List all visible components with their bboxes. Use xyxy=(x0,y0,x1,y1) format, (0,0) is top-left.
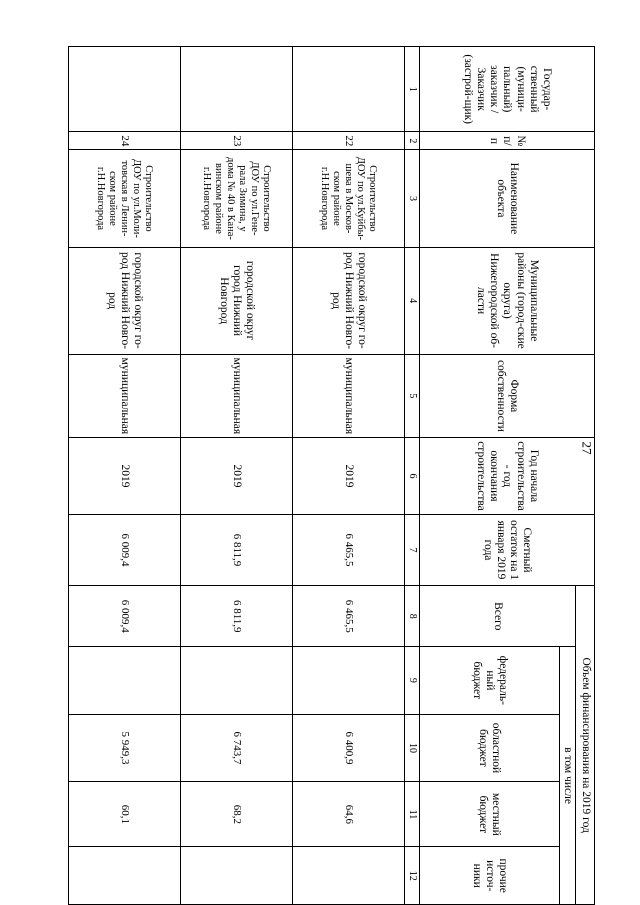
header-other: прочие источ-ники xyxy=(419,847,559,905)
cell-ownership: муниципальная xyxy=(180,354,292,438)
header-districts: Муниципальные районы (город-ские округа) Нижегородской об-ласти xyxy=(419,247,594,354)
column-number: 5 xyxy=(404,354,419,438)
table-row xyxy=(292,47,404,905)
header-local: местный бюджет xyxy=(419,782,559,847)
cell-name: Строительство ДОУ по ул.Моли-товская в Ленин-ском районе г.Н.Новгорода xyxy=(68,150,180,247)
cell-district: городской округ го-род Нижний Новго-род xyxy=(68,247,180,354)
column-number: 8 xyxy=(404,586,419,647)
column-number: 9 xyxy=(404,647,419,714)
cell-balance: 6 465,5 xyxy=(292,514,404,586)
cell-district: городской округ го-род Нижний Новго-род xyxy=(292,247,404,354)
header-name: Наименование объекта xyxy=(419,150,594,247)
header-federal: федераль-ный бюджет xyxy=(419,647,559,714)
cell-name: Строительство ДОУ по ул.Гене-рала Зимина, у дома № 40 в Кана-винском районе г.Н.Новгорода xyxy=(180,150,292,247)
page-number: 27 xyxy=(579,441,595,455)
column-number: 10 xyxy=(404,714,419,782)
cell-years: 2019 xyxy=(180,438,292,515)
cell-customer xyxy=(292,47,404,132)
cell-num: 23 xyxy=(180,132,292,150)
column-number: 12 xyxy=(404,847,419,905)
column-number: 7 xyxy=(404,514,419,586)
financing-table xyxy=(68,46,595,905)
column-number: 6 xyxy=(404,438,419,515)
cell-regional: 6 743,7 xyxy=(180,714,292,782)
cell-ownership: муниципальная xyxy=(68,354,180,438)
cell-other xyxy=(180,847,292,905)
cell-total: 6 009,4 xyxy=(68,586,180,647)
cell-years: 2019 xyxy=(68,438,180,515)
cell-district: городской округ город Нижний Новгород xyxy=(180,247,292,354)
header-total: Всего xyxy=(419,586,575,647)
column-number: 4 xyxy=(404,247,419,354)
header-num: № п/п xyxy=(419,132,594,150)
header-financing: Объем финансирования на 2019 год xyxy=(576,586,595,905)
cell-total: 6 465,5 xyxy=(292,586,404,647)
cell-num: 24 xyxy=(68,132,180,150)
table-row xyxy=(68,47,180,905)
cell-federal xyxy=(180,647,292,714)
cell-total: 6 811,9 xyxy=(180,586,292,647)
cell-balance: 6 009,4 xyxy=(68,514,180,586)
column-numbers-row xyxy=(404,47,419,905)
header-years: Год начала строительства - год окончания строительства xyxy=(419,438,594,515)
cell-other xyxy=(68,847,180,905)
header-regional: областной бюджет xyxy=(419,714,559,782)
table-row xyxy=(180,47,292,905)
cell-customer xyxy=(180,47,292,132)
column-number: 2 xyxy=(404,132,419,150)
cell-regional: 5 949,3 xyxy=(68,714,180,782)
column-number: 1 xyxy=(404,47,419,132)
cell-local: 60,1 xyxy=(68,782,180,847)
cell-ownership: муниципальная xyxy=(292,354,404,438)
cell-federal xyxy=(292,647,404,714)
cell-local: 64,6 xyxy=(292,782,404,847)
column-number: 11 xyxy=(404,782,419,847)
header-balance: Сметный остаток на 1 января 2019 года xyxy=(419,514,594,586)
header-including: в том числе xyxy=(559,647,575,905)
cell-balance: 6 811,9 xyxy=(180,514,292,586)
cell-customer xyxy=(68,47,180,132)
cell-regional: 6 400,9 xyxy=(292,714,404,782)
cell-num: 22 xyxy=(292,132,404,150)
cell-other xyxy=(292,847,404,905)
column-number: 3 xyxy=(404,150,419,247)
cell-name: Строительство ДОУ по ул.Куйбы-шева в Москов-ском районе г.Н.Новгорода xyxy=(292,150,404,247)
cell-local: 68,2 xyxy=(180,782,292,847)
cell-federal xyxy=(68,647,180,714)
header-customer: Государ-ственный (муници-пальный) заказчик / Заказчик (застрой-щик) xyxy=(419,47,594,132)
header-ownership: Форма собственности xyxy=(419,354,594,438)
cell-years: 2019 xyxy=(292,438,404,515)
